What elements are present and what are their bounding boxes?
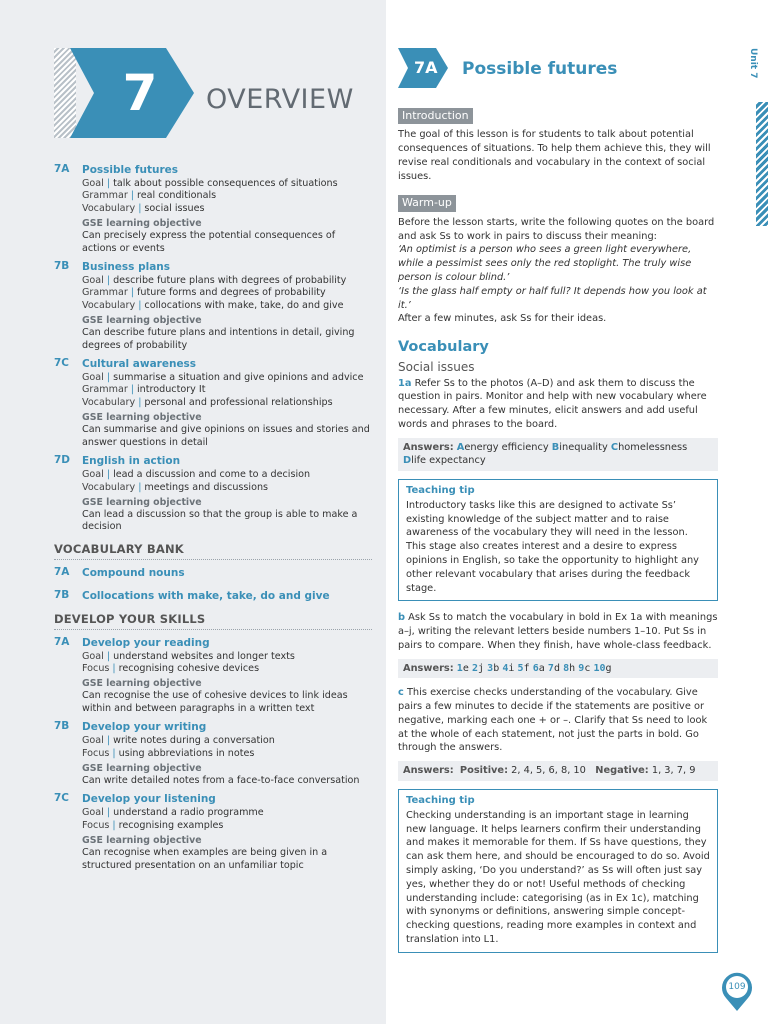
separator: |: [112, 747, 116, 759]
gse-text: Can recognise when examples are being given in a structured presentation on an unfamiliar topic: [82, 847, 328, 871]
vocab-bank-code: 7A: [54, 565, 70, 578]
warmup-text: Before the lesson starts, write the following quotes on the board and ask Ss to work in pairs to discuss their meaning:: [398, 216, 715, 242]
objective-line: [82, 807, 372, 819]
answer-pair: [487, 663, 499, 674]
lesson-name: English in action: [82, 455, 181, 468]
gse-heading: GSE learning objective: [82, 218, 202, 230]
objective-key: Focus: [82, 819, 110, 831]
objective-value: recognising examples: [118, 819, 224, 831]
objective-key: Grammar: [82, 190, 128, 202]
answer-pair: [502, 663, 514, 674]
overview-skill: [54, 792, 372, 872]
objective-value: collocations with make, take, do and give: [144, 299, 344, 311]
exercise-1b-text: Ask Ss to match the vocabulary in bold in Ex 1a with meanings a–j, writing the relevant letters beside numbers 1–10. Put Ss in pairs to compare. When they finish, have whole-class feedback.: [398, 612, 718, 651]
answer-letter: a: [538, 662, 545, 674]
objective-key: Goal: [82, 469, 104, 481]
lesson-panel: [386, 0, 768, 1024]
exercise-1c-number: c: [398, 687, 404, 699]
lesson-code: 7C: [54, 357, 70, 370]
objective-line: [82, 651, 372, 663]
answers-label: Answers:: [403, 765, 454, 777]
vocab-heading: Vocabulary: [398, 339, 489, 356]
teaching-tip-1: [398, 479, 718, 602]
teaching-tip-heading: Teaching tip: [406, 794, 475, 806]
lesson-code: 7A: [54, 163, 70, 175]
objective-line: [82, 203, 372, 215]
answer-number: 9: [578, 662, 585, 674]
answer-pair: [518, 663, 530, 674]
lesson-code: 7D: [54, 454, 71, 467]
objective-line: [82, 372, 372, 384]
page-number: 109: [728, 982, 746, 992]
objective-value: summarise a situation and give opinions and advice: [113, 372, 364, 384]
exercise-1a: [398, 377, 718, 432]
answer-letter: e: [462, 662, 469, 674]
separator: |: [106, 650, 111, 662]
answer-letter: d: [553, 662, 560, 674]
gse-text: Can precisely express the potential consequences of actions or events: [82, 230, 336, 254]
answer-number: 3: [487, 662, 494, 674]
lesson-code: 7A: [54, 635, 70, 648]
separator: |: [138, 481, 142, 493]
objective-key: Focus: [82, 663, 110, 674]
objective-value: personal and professional relationships: [144, 396, 333, 408]
gse-text: Can describe future plans and intentions in detail, giving degrees of probability: [82, 327, 355, 351]
answer-number: 4: [502, 662, 509, 674]
separator: |: [138, 202, 142, 214]
separator: |: [106, 735, 111, 747]
answer-letter: b: [493, 662, 500, 674]
objective-value: recognising cohesive devices: [118, 663, 260, 674]
exercise-1b: [398, 611, 718, 652]
lesson-content: [398, 108, 718, 963]
overview-lesson: [54, 454, 372, 534]
answer-letter: A: [456, 441, 465, 453]
answer-letter: f: [523, 662, 530, 674]
objective-line: [82, 287, 372, 299]
intro-text: The goal of this lesson is for students to talk about potential consequences of situations. To help them achieve this, they will revise real conditionals and vocabulary in the context of social issues.: [398, 129, 711, 182]
answer-number: 7: [547, 662, 554, 674]
objective-line: [82, 178, 372, 190]
warmup-after: After a few minutes, ask Ss for their ideas.: [398, 313, 607, 325]
exercise-1c-text: This exercise checks understanding of the vocabulary. Give pairs a few minutes to decide if the statements are positive or negative, marking each one + or –. Clarify that Ss need to look at the whole of each statement, not just the parts in bold. Go through the answers.: [398, 687, 708, 754]
objective-key: Vocabulary: [82, 481, 136, 493]
answers-1b: [398, 659, 718, 679]
lesson-name: Cultural awareness: [82, 358, 197, 371]
overview-skill: [54, 720, 372, 787]
objective-key: Goal: [82, 178, 104, 189]
objective-value: understand a radio programme: [113, 807, 264, 819]
objective-line: [82, 275, 372, 287]
lesson-name: Develop your reading: [82, 636, 210, 649]
answer-letter: B: [551, 441, 560, 453]
answer-pair: [472, 663, 484, 674]
answers-label: Answers:: [403, 662, 454, 674]
gse-text: Can recognise the use of cohesive devices to link ideas within and between paragraphs in a written text: [82, 690, 348, 714]
teaching-tip-text: Checking understanding is an important stage in learning new language. It helps learners confirm their understanding and makes it memorable for them. If Ss have questions, they can ask them here, and should be encouraged to do so. Avoid simply asking, ‘Do you understand?’ as Ss will often just say yes, whether they do or not! Useful methods of checking understanding include: categorising (as in Ex 1c), matching with synonyms or definitions, answering simple concept-checking questions, reading more examples in context and translation into L1.: [406, 809, 710, 945]
lesson-name: Possible futures: [82, 164, 178, 176]
answer-pair: [593, 663, 611, 674]
objective-value: meetings and discussions: [144, 481, 269, 493]
answers-1a: [398, 438, 718, 471]
answer-number: 10: [593, 662, 606, 674]
teaching-tip-2: [398, 789, 718, 953]
warmup-label: Warm-up: [398, 195, 456, 211]
objective-line: [82, 748, 372, 760]
separator: |: [106, 469, 111, 481]
objective-key: Goal: [82, 807, 104, 819]
separator: |: [138, 299, 142, 311]
objective-key: Goal: [82, 275, 104, 287]
answer-number: 5: [517, 662, 524, 674]
gse-heading: GSE learning objective: [82, 678, 202, 690]
skills-heading: DEVELOP YOUR SKILLS: [54, 612, 372, 630]
objective-key: Vocabulary: [82, 299, 136, 311]
vocab-bank-item: [54, 566, 372, 581]
unit-stripe-decoration: [756, 102, 768, 226]
teaching-tip-heading: Teaching tip: [406, 484, 475, 496]
exercise-1a-text: Refer Ss to the photos (A–D) and ask them to discuss the question in pairs. Monitor and help with new vocabulary where necessary. After a few minutes, elicit answers and add useful words and phrases to the board.: [398, 377, 707, 430]
answer-pair: [548, 663, 560, 674]
objective-line: [82, 820, 372, 832]
quote-1: ‘An optimist is a person who sees a green light everywhere, while a pessimist sees only the red stoplight. The truly wise person is colour blind.’: [398, 244, 692, 283]
answer-letter: j: [478, 662, 485, 674]
positive-label: Positive:: [459, 765, 508, 777]
intro-label: Introduction: [398, 108, 473, 124]
teaching-tip-text: Introductory tasks like this are designed to activate Ss’ existing knowledge of the subject matter and to raise awareness of the vocabulary they will need in the lesson. This stage also creates interest and a desire to express opinions in English, so take the opportunity to highlight any other relevant vocabulary that arises during the feedback stage.: [406, 499, 699, 594]
gse-text: Can lead a discussion so that the group is able to make a decision: [82, 508, 358, 533]
lesson-name: Business plans: [82, 261, 171, 274]
answer-pair: [563, 663, 575, 674]
answer-number: 1: [456, 662, 463, 674]
separator: |: [106, 372, 111, 384]
answer-pair: [533, 663, 545, 674]
objective-value: write notes during a conversation: [113, 735, 275, 747]
separator: |: [138, 396, 142, 408]
separator: |: [106, 807, 111, 819]
lesson-title: Possible futures: [462, 59, 618, 79]
separator: |: [106, 275, 111, 287]
gse-heading: GSE learning objective: [82, 835, 202, 847]
lesson-code: 7B: [54, 260, 70, 273]
objective-value: social issues: [144, 202, 205, 214]
gse-heading: GSE learning objective: [82, 763, 202, 775]
objective-key: Vocabulary: [82, 396, 136, 408]
objective-key: Goal: [82, 735, 104, 747]
answer-pair: [457, 663, 469, 674]
exercise-1b-number: b: [398, 612, 406, 624]
separator: |: [112, 663, 116, 674]
answer-letter: h: [569, 662, 576, 674]
objective-value: real conditionals: [137, 190, 217, 202]
objective-line: [82, 735, 372, 747]
exercise-1a-number: 1a: [398, 377, 412, 389]
overview-lesson: [54, 163, 372, 255]
answer-text: life expectancy: [411, 455, 486, 467]
exercise-1c: [398, 686, 718, 755]
lesson-code: 7B: [54, 720, 70, 733]
objective-line: [82, 384, 372, 396]
separator: |: [106, 178, 111, 189]
objective-key: Focus: [82, 747, 110, 759]
objective-key: Goal: [82, 650, 104, 662]
vocab-bank-code: 7B: [54, 588, 70, 601]
objective-key: Grammar: [82, 287, 128, 299]
answer-pair: [578, 663, 590, 674]
vocab-bank-heading: VOCABULARY BANK: [54, 542, 372, 560]
objective-line: [82, 190, 372, 202]
vocab-subheading: Social issues: [398, 360, 475, 374]
objective-value: understand websites and longer texts: [113, 650, 295, 662]
answer-text: homelessness: [618, 441, 688, 453]
answer-text: energy efficiency: [464, 441, 549, 453]
vocab-bank-name: Compound nouns: [82, 566, 185, 579]
objective-key: Vocabulary: [82, 202, 136, 214]
answer-letter: i: [508, 662, 515, 674]
vocab-bank-item: [54, 589, 372, 604]
answer-letter: D: [403, 455, 412, 467]
answer-letter: g: [605, 662, 612, 674]
objective-value: talk about possible consequences of situations: [113, 178, 338, 189]
lesson-name: Develop your writing: [82, 721, 207, 734]
objective-key: Grammar: [82, 384, 128, 396]
objective-value: lead a discussion and come to a decision: [113, 469, 311, 481]
positive-values: 2, 4, 5, 6, 8, 10: [511, 765, 586, 777]
overview-title: OVERVIEW: [206, 84, 354, 115]
gse-heading: GSE learning objective: [82, 315, 202, 327]
answer-letter: c: [584, 662, 591, 674]
objective-line: [82, 469, 372, 481]
objective-line: [82, 300, 372, 312]
quote-2: ‘Is the glass half empty or half full? It depends how you look at it.’: [398, 285, 707, 311]
answer-number: 2: [471, 662, 479, 674]
separator: |: [112, 819, 116, 831]
answers-1c: [398, 761, 718, 781]
objective-value: introductory It: [137, 384, 206, 396]
lesson-name: Develop your listening: [82, 793, 216, 806]
negative-label: Negative:: [595, 765, 649, 777]
answers-label: Answers:: [403, 441, 454, 453]
separator: |: [130, 190, 135, 202]
separator: |: [130, 384, 135, 396]
answer-number: 6: [532, 662, 539, 674]
overview-lesson: [54, 260, 372, 352]
unit-tab: Unit 7: [748, 48, 758, 79]
objective-line: [82, 482, 372, 494]
objective-value: future forms and degrees of probability: [137, 287, 326, 299]
lesson-code: 7A: [414, 58, 438, 77]
objective-line: [82, 663, 372, 675]
overview-lesson: [54, 357, 372, 449]
gse-heading: GSE learning objective: [82, 496, 202, 508]
objective-line: [82, 397, 372, 409]
separator: |: [130, 287, 135, 299]
gse-heading: GSE learning objective: [82, 412, 202, 424]
overview-skill: [54, 636, 372, 716]
lesson-code: 7C: [54, 792, 70, 805]
unit-number: 7: [122, 64, 158, 122]
answer-number: 8: [563, 662, 570, 674]
vocab-bank-name: Collocations with make, take, do and give: [82, 589, 330, 602]
overview-list: [54, 163, 372, 877]
gse-text: Can write detailed notes from a face-to-face conversation: [82, 775, 360, 787]
objective-key: Goal: [82, 372, 104, 384]
objective-value: using abbreviations in notes: [118, 747, 255, 759]
gse-text: Can summarise and give opinions on issues and stories and answer questions in detail: [82, 424, 370, 448]
answer-letter: C: [610, 441, 619, 453]
negative-values: 1, 3, 7, 9: [651, 765, 696, 777]
objective-value: describe future plans with degrees of probability: [113, 275, 347, 287]
answer-text: inequality: [559, 441, 608, 453]
